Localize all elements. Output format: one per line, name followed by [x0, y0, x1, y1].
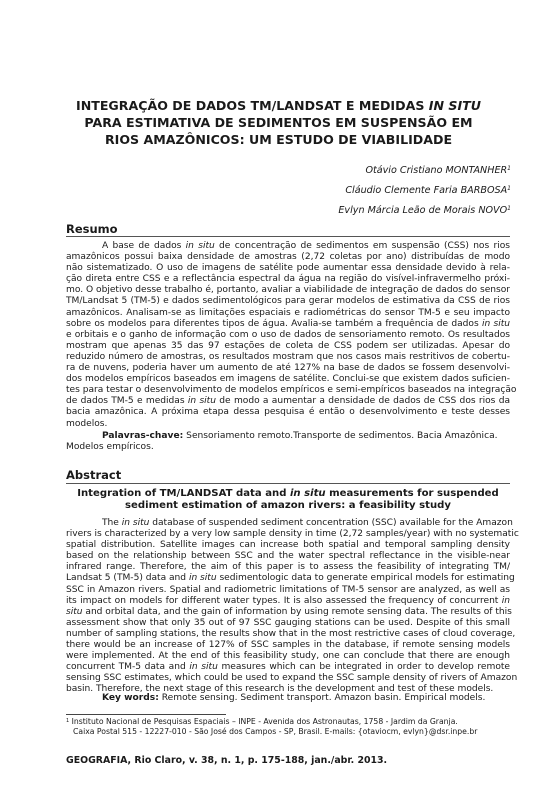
text-line: sensing SSC estimates, which could be used to expand the SSC sample density of rivers of Amazon: [66, 673, 518, 684]
english-title-line-1: Integration of TM/LANDSAT data and in situ measurements for suspended: [77, 488, 499, 499]
text-line: de dados TM-5 e medidas in situ de modo a aumentar a densidade de dados de CSS dos rios da: [66, 396, 510, 407]
author: Evlyn Márcia Leão de Morais NOVO$^1$: [338, 205, 511, 216]
journal-citation: GEOGRAFIA, Rio Claro, v. 38, n. 1, p. 175-188, jan./abr. 2013.: [66, 755, 388, 766]
text-line: bacia amazônica. A próxima etapa dessa pesquisa é então o desenvolvimento e teste desses: [66, 407, 510, 418]
text-line: ra de nuvens, poderia haver um aumento de até 127% na base de dados se fossem desenvolvi-: [66, 363, 510, 374]
keywords-line: Modelos empíricos.: [66, 442, 154, 453]
abstract-paragraph: [66, 518, 519, 696]
author-list: [338, 160, 511, 220]
title-line-3: RIOS AMAZÔNICOS: UM ESTUDO DE VIABILIDADE: [104, 132, 453, 147]
english-title-line-2: sediment estimation of amazon rivers: a feasibility study: [125, 500, 451, 512]
text-line: dos modelos empíricos baseados em imagens de satélite. Conclui-se que existem dados suficien-: [66, 374, 510, 385]
text-line: amazônicos possui baixa densidade de amostras (2,72 coletas por ano) distribuídas de modo: [66, 252, 510, 263]
text-line: não sistematizado. O uso de imagens de satélite pode aumentar essa densidade devido à rela-: [66, 263, 510, 274]
text-line: basin. Therefore, the next stage of this research is the development and test of these models.: [66, 684, 494, 695]
text-line: sobre os modelos para diferentes tipos de água. Avalia-se também a frequência de dados in situ: [66, 318, 510, 329]
text-line: assessment show that only 35 out of 97 SSC gauging stations can be used. Despite of this small: [66, 617, 510, 628]
text-line: its impact on models for different water types. It is also assessed the frequency of concurrent in: [66, 595, 510, 606]
author: Cláudio Clemente Faria BARBOSA$^1$: [345, 185, 511, 196]
footnote-line: Caixa Postal 515 - 12227-010 - São José dos Campos - SP, Brasil. E-mails: {otaviocm, evlyn}@dsr.inpe.br: [73, 727, 478, 736]
text-line: based on the relationship between SSC and the water spectral reflectance in the visible-near: [66, 551, 510, 562]
text-line: rivers is characterized by a very low sample density in time (2,72 samples/year) with no systematic: [66, 529, 519, 540]
palavras-chave: [66, 431, 510, 454]
text-line: there would be an increase of 127% of SSC samples in the database, if remote sensing models: [66, 640, 510, 651]
text-line: mostram que apenas 35 das 97 estações de coleta de CSS podem ser utilizadas. Apesar do: [66, 340, 510, 351]
title-line-1: INTEGRAÇÃO DE DADOS TM/LANDSAT E MEDIDAS IN SITU: [76, 98, 481, 113]
author: Otávio Cristiano MONTANHER$^1$: [365, 165, 511, 176]
resumo-paragraph: [66, 241, 517, 430]
text-line: ção direta entre CSS e a reflectância espectral da água na região do visível-infravermelho próxi-: [66, 274, 510, 285]
text-line: A base de dados in situ de concentração de sedimentos em suspensão (CSS) nos rios: [102, 241, 510, 251]
text-line: number of sampling stations, the results show that in the most restrictive cases of cloud coverage,: [66, 628, 516, 639]
keywords-line: Key words: Remote sensing. Sediment transport. Amazon basin. Empirical models.: [102, 693, 486, 703]
section-divider: [66, 236, 510, 237]
text-line: tes para testar o desenvolvimento de modelos empíricos e semi-empíricos baseados na integração: [66, 385, 517, 396]
paper-title: [60, 97, 497, 148]
text-line: reduzido número de amostras, os resultados mostram que nos casos mais restritivos de cobertu-: [66, 351, 510, 362]
text-line: concurrent TM-5 data and in situ measures which can be integrated in order to develop remote: [66, 662, 510, 673]
footnote-rule: [66, 714, 226, 715]
text-line: modelos.: [66, 418, 108, 429]
english-title: [66, 488, 510, 513]
text-line: The in situ database of suspended sediment concentration (SSC) available for the Amazon: [102, 518, 513, 528]
text-line: Landsat 5 (TM-5) data and in situ sedimentologic data to generate empirical models for estimating: [66, 573, 515, 584]
text-line: infrared range. Therefore, the aim of this paper is to assess the feasibility of integrating TM/: [66, 562, 510, 573]
footnote: [66, 716, 510, 737]
footnote-line: $^1$ Instituto Nacional de Pesquisas Espaciais – INPE - Avenida dos Astronautas, 1758 - Jardim da Granja.: [66, 717, 458, 726]
text-line: spatial distribution. Satellite images can increase both spatial and temporal sampling density: [66, 540, 510, 551]
text-line: SSC in Amazon rivers. Spatial and radiometric limitations of TM-5 sensor are analyzed, as well as: [66, 584, 510, 595]
text-line: TM/Landsat 5 (TM-5) e dados sedimentológicos para gerar modelos de estimativa da CSS de rios: [66, 296, 510, 307]
text-line: were implemented. At the end of this feasibility study, one can conclude that there are enough: [66, 651, 510, 662]
title-line-2: PARA ESTIMATIVA DE SEDIMENTOS EM SUSPENSÃO EM: [84, 115, 473, 130]
key-words: [66, 693, 510, 704]
text-line: e orbitais e o ganho de informação com o uso de dados de sensoriamento remoto. Os resultados: [66, 329, 510, 340]
keywords-line: Palavras-chave: Sensoriamento remoto.Transporte de sedimentos. Bacia Amazônica.: [102, 431, 498, 441]
section-divider: [66, 483, 510, 484]
text-line: situ and orbital data, and the gain of information by using remote sensing data. The results of this: [66, 606, 512, 617]
abstract-heading: Abstract: [66, 468, 122, 482]
resumo-heading: Resumo: [66, 222, 118, 236]
text-line: mo. O objetivo desse trabalho é, portanto, avaliar a viabilidade de integração de dados do sensor: [66, 285, 510, 296]
text-line: amazônicos. Analisam-se as limitações espaciais e radiométricas do sensor TM-5 e seu impacto: [66, 307, 510, 318]
